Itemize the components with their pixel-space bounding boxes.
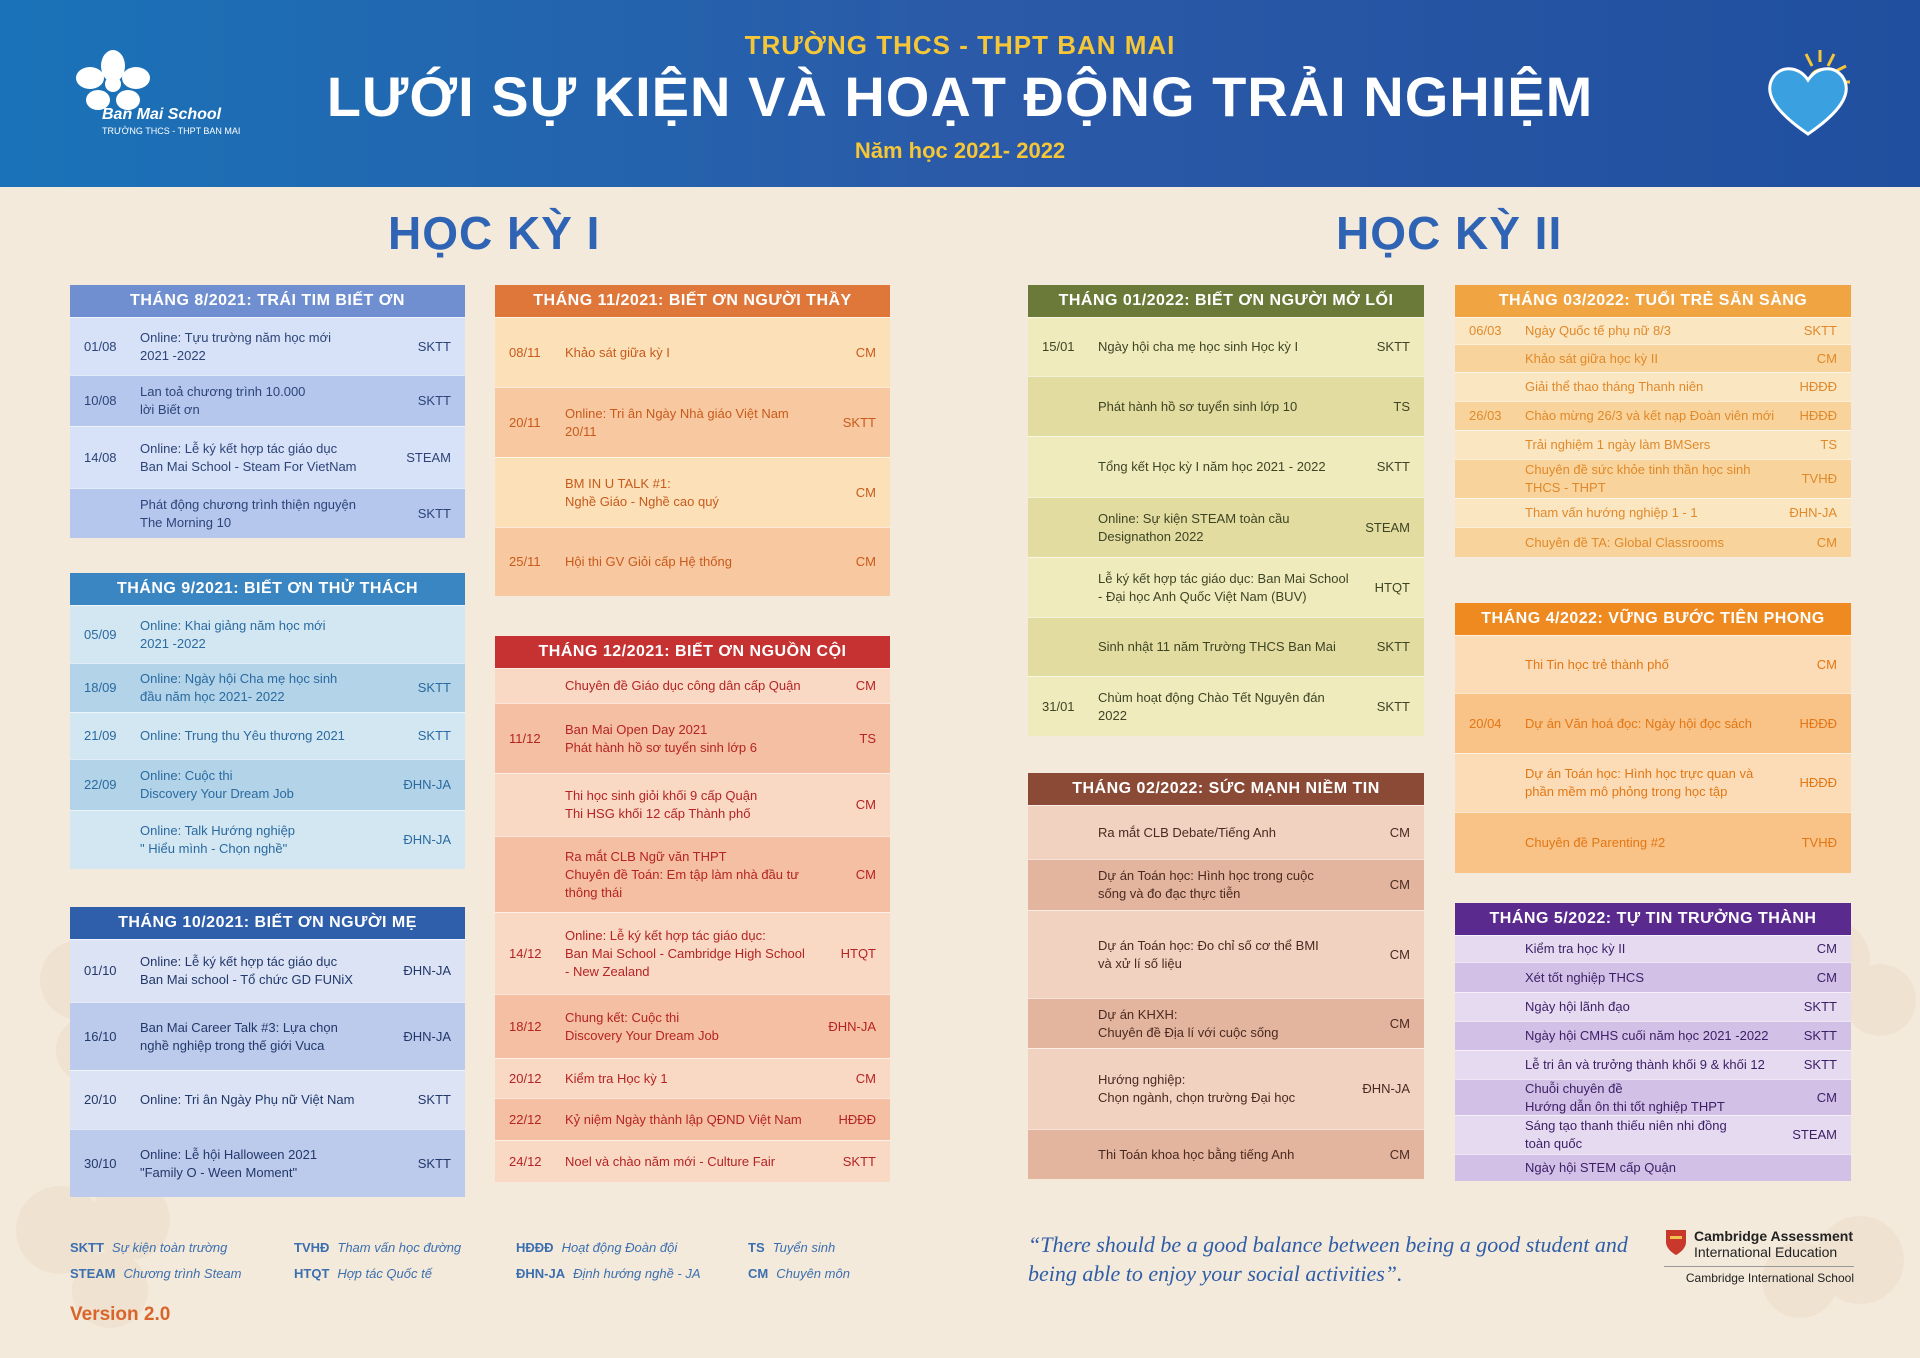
legend-col-1 bbox=[70, 1240, 241, 1281]
event-row bbox=[495, 457, 890, 527]
month-box-february bbox=[1028, 773, 1424, 1179]
semester-1-title: HỌC KỲ I bbox=[388, 207, 601, 259]
event-row bbox=[1455, 1021, 1851, 1050]
event-row bbox=[1455, 992, 1851, 1021]
event-text: Chào mừng 26/3 và kết nạp Đoàn viên mới bbox=[1525, 408, 1775, 423]
event-code: SKTT bbox=[417, 728, 451, 743]
legend-label: Hợp tác Quốc tế bbox=[337, 1266, 432, 1281]
event-row bbox=[1028, 859, 1424, 910]
event-code: SKTT bbox=[1803, 323, 1837, 338]
event-text: Dự án KHXH: Chuyên đề Địa lí với cuộc sống bbox=[1098, 1006, 1279, 1040]
event-row bbox=[495, 527, 890, 596]
event-code: CM bbox=[1816, 969, 1837, 985]
month-header: THÁNG 12/2021: BIẾT ƠN NGUỒN CỘI bbox=[495, 636, 890, 668]
legend-code: ĐHN-JA bbox=[516, 1266, 566, 1281]
cambridge-logo bbox=[1664, 1228, 1854, 1285]
event-row bbox=[495, 317, 890, 387]
event-row bbox=[495, 1098, 890, 1140]
event-code: SKTT bbox=[1376, 339, 1410, 354]
legend-label: Tham vấn học đường bbox=[337, 1240, 462, 1255]
event-text: Kiểm tra học kỳ II bbox=[1525, 941, 1626, 956]
event-date: 05/09 bbox=[84, 626, 117, 642]
event-code: HTQT bbox=[1374, 579, 1410, 595]
event-row bbox=[1455, 498, 1851, 527]
event-text: Tổng kết Học kỳ I năm học 2021 - 2022 bbox=[1098, 459, 1326, 474]
event-code: CM bbox=[1389, 877, 1410, 892]
event-code: ĐHN-JA bbox=[403, 1028, 451, 1044]
event-date: 20/11 bbox=[509, 414, 541, 430]
event-text: Ra mắt CLB Ngữ văn THPT Chuyên đề Toán: Em tập làm nhà đầu tư thông thái bbox=[565, 848, 799, 900]
cambridge-line-1: Cambridge Assessment bbox=[1694, 1228, 1853, 1244]
event-text: Dự án Toán học: Hình học trong cuộc sống và đo đạc thực tiễn bbox=[1098, 868, 1314, 901]
event-row bbox=[1028, 1129, 1424, 1179]
event-text: Ngày hội STEM cấp Quận bbox=[1525, 1160, 1677, 1175]
event-text: Online: Khai giảng năm học mới 2021 -2022 bbox=[140, 617, 326, 651]
event-date: 21/09 bbox=[84, 728, 117, 743]
event-code: TS bbox=[1820, 437, 1837, 452]
event-row bbox=[495, 994, 890, 1058]
event-text: Dự án Toán học: Hình học trực quan và phần mềm mô phỏng trong học tập bbox=[1525, 766, 1754, 799]
event-text: Online: Tri ân Ngày Nhà giáo Việt Nam 20/11 bbox=[565, 405, 789, 439]
event-row bbox=[70, 712, 465, 759]
event-text: Lan toả chương trình 10.000 lời Biết ơn bbox=[140, 384, 306, 417]
event-text: Phát hành hồ sơ tuyển sinh lớp 10 bbox=[1098, 398, 1298, 414]
legend-label: Chuyên môn bbox=[776, 1266, 850, 1281]
event-row bbox=[70, 375, 465, 426]
event-code: SKTT bbox=[1803, 1028, 1837, 1043]
event-code: ĐHN-JA bbox=[403, 963, 451, 978]
event-text: Online: Trung thu Yêu thương 2021 bbox=[140, 728, 345, 743]
event-code: CM bbox=[1389, 824, 1410, 840]
month-box-august bbox=[70, 285, 465, 538]
event-code: CM bbox=[1816, 1089, 1837, 1105]
event-row bbox=[70, 1129, 465, 1197]
legend-code: HĐĐĐ bbox=[516, 1240, 554, 1255]
event-row bbox=[1455, 962, 1851, 992]
event-code: SKTT bbox=[1803, 999, 1837, 1014]
legend-code: TVHĐ bbox=[294, 1240, 330, 1255]
event-row bbox=[70, 939, 465, 1002]
event-row bbox=[495, 1058, 890, 1098]
event-text: Tham vấn hướng nghiệp 1 - 1 bbox=[1525, 505, 1698, 520]
cambridge-line-2: International Education bbox=[1694, 1244, 1838, 1260]
event-text: Kỷ niệm Ngày thành lập QĐND Việt Nam bbox=[565, 1111, 802, 1127]
cambridge-shield-icon bbox=[1664, 1228, 1688, 1256]
event-code: CM bbox=[1389, 1015, 1410, 1031]
event-code: STEAM bbox=[1365, 519, 1410, 535]
event-code: SKTT bbox=[1803, 1057, 1837, 1072]
month-box-march bbox=[1455, 285, 1851, 557]
event-code: HTQT bbox=[840, 945, 876, 961]
legend-code: STEAM bbox=[70, 1266, 116, 1281]
event-text: Dự án Toán học: Đo chỉ số cơ thể BMI và xử lí số liệu bbox=[1098, 937, 1319, 971]
event-code: ĐHN-JA bbox=[403, 777, 451, 792]
event-text: Ngày hội cha mẹ học sinh Học kỳ I bbox=[1098, 339, 1299, 354]
event-text: Thi học sinh giỏi khối 9 cấp Quận Thi HSG khối 12 cấp Thành phố bbox=[565, 788, 758, 821]
event-row bbox=[1028, 910, 1424, 998]
event-text: Online: Lễ ký kết hợp tác giáo dục Ban Mai school - Tổ chức GD FUNiX bbox=[140, 954, 353, 987]
event-code: HĐĐĐ bbox=[1799, 408, 1837, 423]
event-text: Ban Mai Open Day 2021 Phát hành hồ sơ tuyển sinh lớp 6 bbox=[565, 721, 757, 755]
event-row bbox=[1028, 805, 1424, 859]
event-date: 15/01 bbox=[1042, 339, 1075, 354]
event-row bbox=[1028, 497, 1424, 557]
event-code: HĐĐĐ bbox=[1799, 379, 1837, 394]
event-code: CM bbox=[1816, 534, 1837, 550]
event-text: Chuyên đề Giáo dục công dân cấp Quận bbox=[565, 678, 801, 693]
event-row bbox=[1455, 1079, 1851, 1115]
event-text: Noel và chào năm mới - Culture Fair bbox=[565, 1153, 776, 1169]
event-row bbox=[1455, 430, 1851, 459]
event-text: Thi Tin học trẻ thành phố bbox=[1525, 656, 1669, 672]
event-text: Hội thi GV Giỏi cấp Hệ thống bbox=[565, 554, 732, 569]
month-box-december bbox=[495, 636, 890, 1182]
event-code: SKTT bbox=[417, 1155, 451, 1171]
event-row bbox=[1028, 557, 1424, 617]
event-row bbox=[70, 759, 465, 810]
event-code: SKTT bbox=[417, 680, 451, 695]
event-row bbox=[70, 810, 465, 869]
event-code: SKTT bbox=[417, 1092, 451, 1107]
logo-subtitle: TRƯỜNG THCS - THPT BAN MAI bbox=[102, 126, 241, 136]
event-code: CM bbox=[855, 344, 876, 360]
version-label: Version 2.0 bbox=[70, 1304, 171, 1325]
event-row bbox=[1455, 753, 1851, 812]
event-text: Ngày hội CMHS cuối năm học 2021 -2022 bbox=[1525, 1028, 1769, 1043]
event-text: Kiểm tra Học kỳ 1 bbox=[565, 1070, 668, 1086]
event-date: 20/04 bbox=[1469, 715, 1502, 731]
event-date: 06/03 bbox=[1469, 323, 1502, 338]
month-header: THÁNG 10/2021: BIẾT ƠN NGƯỜI MẸ bbox=[70, 907, 465, 939]
event-row bbox=[1455, 459, 1851, 498]
month-header: THÁNG 11/2021: BIẾT ƠN NGƯỜI THẦY bbox=[495, 285, 890, 317]
grateful-heart-logo-icon bbox=[1760, 44, 1856, 140]
event-text: Chuyên đề TA: Global Classrooms bbox=[1525, 534, 1724, 550]
legend-col-4 bbox=[748, 1240, 850, 1281]
month-header: THÁNG 03/2022: TUỔI TRẺ SẴN SÀNG bbox=[1455, 285, 1851, 317]
school-year: Năm học 2021- 2022 bbox=[854, 138, 1066, 163]
event-code: SKTT bbox=[1376, 698, 1410, 714]
event-date: 20/10 bbox=[84, 1092, 117, 1107]
event-code: SKTT bbox=[1376, 639, 1410, 654]
month-box-may bbox=[1455, 903, 1851, 1181]
quote-text: “There should be a good balance between being a good student and being able to enjoy your social activities”. bbox=[1028, 1232, 1628, 1286]
event-date: 18/09 bbox=[84, 680, 117, 695]
event-code: SKTT bbox=[417, 338, 451, 354]
event-row bbox=[495, 912, 890, 994]
month-header: THÁNG 9/2021: BIẾT ƠN THỬ THÁCH bbox=[70, 573, 465, 605]
event-row bbox=[1455, 812, 1851, 873]
event-code: TS bbox=[859, 730, 876, 746]
event-code: ĐHN-JA bbox=[828, 1018, 876, 1034]
legend-label: Tuyển sinh bbox=[772, 1240, 836, 1255]
legend-code: CM bbox=[748, 1266, 769, 1281]
event-code: CM bbox=[1816, 656, 1837, 672]
event-row bbox=[1455, 401, 1851, 430]
event-text: Online: Ngày hội Cha mẹ học sinh đầu năm học 2021- 2022 bbox=[140, 671, 338, 704]
event-code: STEAM bbox=[406, 449, 451, 465]
event-text: Trải nghiệm 1 ngày làm BMSers bbox=[1525, 437, 1711, 452]
legend-col-2 bbox=[294, 1240, 461, 1281]
event-row bbox=[1455, 693, 1851, 753]
event-code: CM bbox=[1389, 1146, 1410, 1162]
legend-code: SKTT bbox=[70, 1240, 104, 1255]
event-code: ĐHN-JA bbox=[403, 832, 451, 847]
event-date: 08/11 bbox=[509, 344, 541, 360]
event-row bbox=[1455, 344, 1851, 372]
event-row bbox=[1028, 676, 1424, 736]
event-date: 30/10 bbox=[84, 1155, 117, 1171]
event-text: Online: Lễ ký kết hợp tác giáo dục Ban Mai School - Steam For VietNam bbox=[140, 440, 357, 474]
event-row bbox=[1028, 617, 1424, 676]
event-row bbox=[70, 426, 465, 488]
event-row bbox=[1028, 998, 1424, 1048]
event-row bbox=[495, 387, 890, 457]
event-text: Sinh nhật 11 năm Trường THCS Ban Mai bbox=[1098, 639, 1336, 654]
event-row bbox=[1455, 635, 1851, 693]
event-text: Ban Mai Career Talk #3: Lựa chọn nghề nghiệp trong thế giới Vuca bbox=[140, 1019, 338, 1053]
event-code: STEAM bbox=[1792, 1127, 1837, 1142]
event-row bbox=[495, 1140, 890, 1182]
event-row bbox=[70, 605, 465, 663]
event-text: Khảo sát giữa kỳ I bbox=[565, 344, 670, 360]
legend-label: Hoạt động Đoàn đội bbox=[561, 1240, 678, 1255]
event-date: 16/10 bbox=[84, 1028, 117, 1044]
event-text: Sáng tạo thanh thiếu niên nhi đồng toàn quốc bbox=[1525, 1118, 1727, 1151]
event-code: HĐĐĐ bbox=[1799, 775, 1837, 790]
month-header: THÁNG 8/2021: TRÁI TIM BIẾT ƠN bbox=[70, 285, 465, 317]
event-date: 01/08 bbox=[84, 338, 117, 354]
event-code: CM bbox=[855, 554, 876, 569]
event-code: SKTT bbox=[417, 505, 451, 521]
event-row bbox=[1455, 1154, 1851, 1181]
event-date: 31/01 bbox=[1042, 698, 1075, 714]
event-row bbox=[495, 703, 890, 773]
event-code: TS bbox=[1393, 398, 1410, 414]
school-name: TRƯỜNG THCS - THPT BAN MAI bbox=[744, 30, 1176, 60]
event-row bbox=[495, 773, 890, 836]
event-text: Thi Toán khoa học bằng tiếng Anh bbox=[1098, 1146, 1295, 1162]
legend-label: Chương trình Steam bbox=[123, 1266, 242, 1281]
month-box-september bbox=[70, 573, 465, 869]
legend-label: Định hướng nghề - JA bbox=[573, 1266, 701, 1281]
event-date: 22/09 bbox=[84, 777, 117, 792]
event-text: Ra mắt CLB Debate/Tiếng Anh bbox=[1098, 824, 1277, 840]
page-title: LƯỚI SỰ KIỆN VÀ HOẠT ĐỘNG TRẢI NGHIỆM bbox=[326, 65, 1594, 128]
event-text: Hướng nghiệp: Chọn ngành, chọn trường Đại học bbox=[1098, 1072, 1296, 1105]
page-header bbox=[0, 0, 1920, 187]
month-header: THÁNG 5/2022: TỰ TIN TRƯỞNG THÀNH bbox=[1455, 903, 1851, 935]
event-date: 18/12 bbox=[509, 1018, 542, 1034]
event-text: Chung kết: Cuộc thi Discovery Your Dream Job bbox=[565, 1009, 719, 1043]
legend-code: HTQT bbox=[294, 1266, 330, 1281]
legend-col-3 bbox=[516, 1240, 701, 1281]
event-text: Chuyên đề Parenting #2 bbox=[1525, 835, 1666, 850]
logo-text: Ban Mai School bbox=[102, 106, 222, 123]
event-code: CM bbox=[855, 797, 876, 812]
legend-code: TS bbox=[748, 1240, 765, 1255]
event-text: Chuyên đề sức khỏe tinh thần học sinh THCS - THPT bbox=[1525, 462, 1751, 495]
event-code: SKTT bbox=[842, 1153, 876, 1169]
event-code: ĐHN-JA bbox=[1362, 1081, 1410, 1096]
event-text: Online: Tri ân Ngày Phụ nữ Việt Nam bbox=[140, 1092, 355, 1107]
event-row bbox=[70, 1070, 465, 1129]
event-row bbox=[1455, 527, 1851, 557]
event-text: Chùm hoạt động Chào Tết Nguyên đán 2022 bbox=[1098, 689, 1325, 723]
event-code: SKTT bbox=[842, 414, 876, 430]
event-date: 11/12 bbox=[509, 730, 541, 746]
event-text: Xét tốt nghiệp THCS bbox=[1525, 969, 1644, 985]
event-code: CM bbox=[855, 866, 876, 882]
event-row bbox=[1455, 935, 1851, 962]
event-date: 01/10 bbox=[84, 963, 117, 978]
event-text: Online: Lễ ký kết hợp tác giáo dục: Ban Mai School - Cambridge High School - New Zealand bbox=[565, 927, 805, 979]
event-date: 25/11 bbox=[509, 554, 541, 569]
event-code: SKTT bbox=[417, 393, 451, 408]
event-text: Lễ tri ân và trưởng thành khối 9 & khối 12 bbox=[1525, 1057, 1765, 1072]
legend-label: Sự kiện toàn trường bbox=[111, 1240, 228, 1255]
event-text: Khảo sát giữa học kỳ II bbox=[1525, 350, 1658, 366]
month-box-october bbox=[70, 907, 465, 1197]
event-date: 20/12 bbox=[509, 1070, 542, 1086]
event-text: Online: Cuộc thi Discovery Your Dream Job bbox=[140, 768, 294, 801]
event-row bbox=[70, 488, 465, 538]
event-code: CM bbox=[855, 1070, 876, 1086]
month-box-january bbox=[1028, 285, 1424, 736]
event-row bbox=[1028, 436, 1424, 497]
event-date: 14/12 bbox=[509, 945, 542, 961]
event-date: 24/12 bbox=[509, 1153, 542, 1169]
event-text: BM IN U TALK #1: Nghề Giáo - Nghề cao quý bbox=[565, 475, 719, 509]
event-date: 22/12 bbox=[509, 1111, 542, 1127]
event-text: Online: Talk Hướng nghiệp " Hiểu mình - Chọn nghề" bbox=[140, 823, 296, 856]
event-row bbox=[1028, 376, 1424, 436]
event-text: Online: Sự kiện STEAM toàn cầu Designathon 2022 bbox=[1098, 510, 1290, 544]
event-code: CM bbox=[1389, 946, 1410, 962]
event-row bbox=[1028, 1048, 1424, 1129]
month-box-november bbox=[495, 285, 890, 596]
event-text: Dự án Văn hoá đọc: Ngày hội đọc sách bbox=[1525, 715, 1752, 731]
event-row bbox=[70, 1002, 465, 1070]
event-row bbox=[495, 668, 890, 703]
event-code: CM bbox=[1816, 350, 1837, 366]
event-code: ĐHN-JA bbox=[1789, 505, 1837, 520]
event-row bbox=[495, 836, 890, 912]
event-date: 10/08 bbox=[84, 393, 117, 408]
event-code: HĐĐĐ bbox=[1799, 715, 1837, 731]
event-row bbox=[1028, 317, 1424, 376]
event-code: HĐĐĐ bbox=[838, 1111, 876, 1127]
month-header: THÁNG 4/2022: VỮNG BƯỚC TIÊN PHONG bbox=[1455, 603, 1851, 635]
month-header: THÁNG 01/2022: BIẾT ƠN NGƯỜI MỞ LỐI bbox=[1028, 285, 1424, 317]
event-code: TVHĐ bbox=[1801, 471, 1837, 486]
event-code: CM bbox=[855, 484, 876, 500]
event-text: Giải thể thao tháng Thanh niên bbox=[1525, 379, 1704, 394]
event-row bbox=[70, 317, 465, 375]
event-text: Online: Lễ hội Halloween 2021 "Family O - Ween Moment" bbox=[140, 1146, 318, 1180]
event-row bbox=[1455, 317, 1851, 344]
event-row bbox=[1455, 1050, 1851, 1079]
cambridge-line-3: Cambridge International School bbox=[1664, 1266, 1854, 1285]
event-code: CM bbox=[1816, 941, 1837, 956]
event-code: TVHĐ bbox=[1801, 835, 1837, 850]
event-code: CM bbox=[855, 678, 876, 693]
event-text: Ngày Quốc tế phụ nữ 8/3 bbox=[1525, 323, 1672, 338]
event-text: Chuỗi chuyên đề Hướng dẫn ôn thi tốt nghiệp THPT bbox=[1525, 1080, 1725, 1114]
month-header: THÁNG 02/2022: SỨC MẠNH NIỀM TIN bbox=[1028, 773, 1424, 805]
event-text: Lễ ký kết hợp tác giáo dục: Ban Mai School - Đại học Anh Quốc Việt Nam (BUV) bbox=[1098, 570, 1349, 604]
event-date: 26/03 bbox=[1469, 408, 1502, 423]
event-date: 14/08 bbox=[84, 449, 117, 465]
event-text: Online: Tựu trường năm học mới 2021 -2022 bbox=[140, 329, 332, 363]
semester-2-title: HỌC KỲ II bbox=[1336, 207, 1563, 259]
event-text: Ngày hội lãnh đạo bbox=[1525, 999, 1630, 1014]
event-code: SKTT bbox=[1376, 459, 1410, 474]
event-row bbox=[1455, 372, 1851, 401]
event-row bbox=[1455, 1115, 1851, 1154]
month-box-april bbox=[1455, 603, 1851, 873]
event-text: Phát động chương trình thiện nguyện The Morning 10 bbox=[140, 496, 356, 530]
event-row bbox=[70, 663, 465, 712]
